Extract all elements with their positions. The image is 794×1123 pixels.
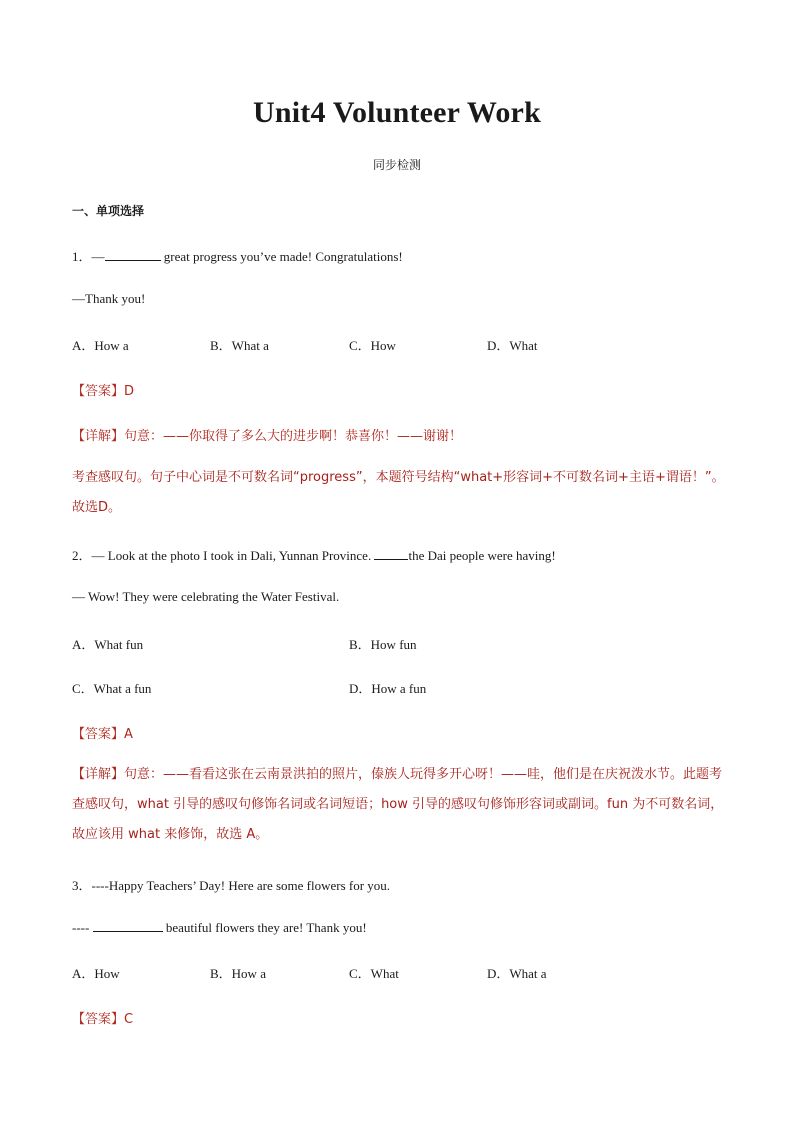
question-2-answer	[72, 723, 133, 742]
question-2-stem	[72, 545, 556, 564]
question-2-explanation	[72, 760, 728, 850]
question-3-option-a: A．How	[72, 966, 120, 981]
explain-text: 句意：——看看这张在云南景洪拍的照片，傣族人玩得多开心呀！——哇，他们是在庆祝泼水节。此题考查感叹句，what 引导的感叹句修饰名词或名词短语；how 引导的感叹句修饰形容词或副词。fun 为不可数名词，故应该用 what 来修饰，故选 A。	[72, 767, 724, 842]
answer-label: 【答案】	[72, 1012, 125, 1027]
question-3-answer	[72, 1008, 133, 1027]
question-3-reply	[72, 919, 367, 936]
question-2-option-c: C．What a fun	[72, 681, 152, 696]
answer-value: C	[124, 1012, 134, 1027]
question-2-option-d: D．How a fun	[349, 681, 427, 696]
question-3-reply-prefix: ----	[72, 920, 93, 935]
answer-value: A	[124, 727, 133, 742]
question-2-suffix: the Dai people were having!	[408, 548, 556, 563]
question-1-reply: —Thank you!	[72, 291, 146, 306]
question-1-option-a: A．How a	[72, 338, 129, 353]
answer-blank	[374, 547, 408, 560]
answer-label: 【答案】	[72, 384, 125, 399]
answer-blank	[93, 919, 163, 932]
question-1-explain-line-2: 考查感叹句。句子中心词是不可数名词“progress”，本题符号结构“what+形容词+不可数名词+主语+谓语！”。	[72, 470, 725, 485]
question-2-option-b: B．How fun	[349, 637, 417, 652]
question-3-reply-suffix: beautiful flowers they are! Thank you!	[162, 920, 367, 935]
section-heading: 一、单项选择	[72, 204, 145, 218]
question-3-option-d: D．What a	[487, 966, 547, 981]
question-2-reply: — Wow! They were celebrating the Water Festival.	[72, 589, 340, 604]
question-1-option-c: C．How	[349, 338, 396, 353]
question-3-stem: 3．----Happy Teachers’ Day! Here are some flowers for you.	[72, 878, 391, 893]
question-3-option-b: B．How a	[210, 966, 266, 981]
question-1-option-d: D．What	[487, 338, 538, 353]
question-1-prefix: 1．—	[72, 249, 105, 264]
question-3-option-c: C．What	[349, 966, 399, 981]
answer-blank	[105, 248, 161, 261]
question-1-answer	[72, 380, 134, 399]
question-1-suffix: great progress you’ve made! Congratulations!	[160, 249, 403, 264]
page-title: Unit4 Volunteer Work	[253, 96, 541, 129]
question-1-stem	[72, 246, 403, 265]
question-2-prefix: 2．— Look at the photo I took in Dali, Yunnan Province.	[72, 548, 375, 563]
explain-text: 句意：——你取得了多么大的进步啊！恭喜你！——谢谢！	[124, 429, 463, 444]
answer-value: D	[124, 384, 135, 399]
explain-label: 【详解】	[72, 767, 125, 782]
answer-label: 【答案】	[72, 727, 125, 742]
page-subtitle: 同步检测	[372, 158, 421, 172]
question-1-option-b: B．What a	[210, 338, 269, 353]
question-1-explain-line-1	[72, 425, 462, 444]
question-1-explain-line-3: 故选D。	[72, 500, 122, 515]
question-2-option-a: A．What fun	[72, 637, 144, 652]
explain-label: 【详解】	[72, 429, 125, 444]
